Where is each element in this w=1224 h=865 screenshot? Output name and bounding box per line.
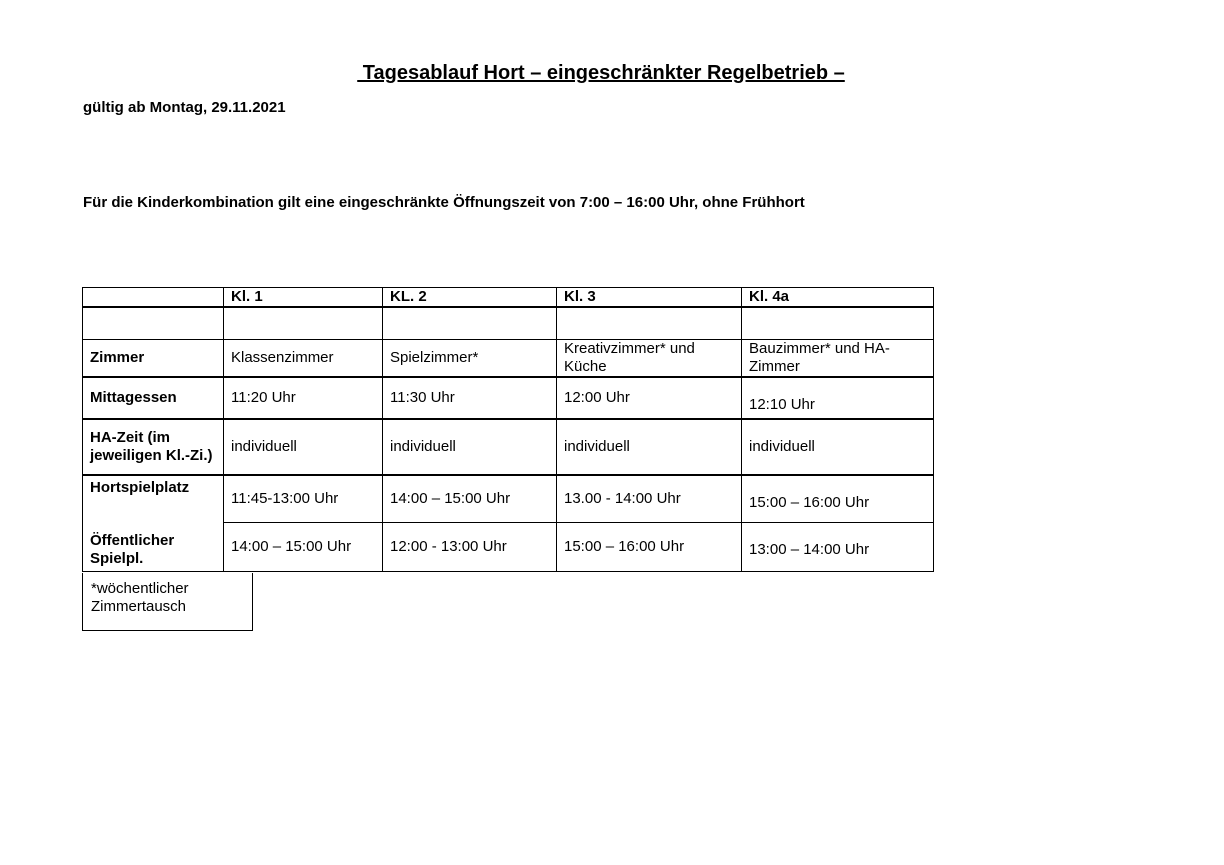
row-label-hortspielplatz: Hortspielplatz: [83, 475, 224, 523]
schedule-table: [82, 287, 934, 572]
header-cell-kl1: Kl. 1: [224, 288, 383, 308]
table-cell: individuell: [557, 419, 742, 475]
table-row-hortspielplatz: [83, 475, 934, 523]
empty-cell: [383, 307, 557, 339]
row-label-oeffentlicher-spielplatz: Öffentlicher Spielpl.: [83, 523, 224, 572]
table-cell: 14:00 – 15:00 Uhr: [383, 475, 557, 523]
document-title: Tagesablauf Hort – eingeschränkter Regelbetrieb –: [357, 62, 845, 84]
empty-cell: [742, 307, 934, 339]
header-cell-kl4a: Kl. 4a: [742, 288, 934, 308]
table-header-row: [83, 288, 934, 308]
table-cell: individuell: [742, 419, 934, 475]
header-cell-kl3: Kl. 3: [557, 288, 742, 308]
table-row-oeffentlicher-spielplatz: [83, 523, 934, 572]
empty-cell: [83, 307, 224, 339]
table-cell: 12:00 - 13:00 Uhr: [383, 523, 557, 572]
row-label-mittagessen: Mittagessen: [83, 377, 224, 419]
table-cell: 15:00 – 16:00 Uhr: [557, 523, 742, 572]
table-cell: 11:45-13:00 Uhr: [224, 475, 383, 523]
table-cell: Spielzimmer*: [383, 339, 557, 377]
valid-from-text: gültig ab Montag, 29.11.2021: [83, 99, 286, 116]
table-cell: Bauzimmer* und HA-Zimmer: [742, 339, 934, 377]
table-cell: 12:00 Uhr: [557, 377, 742, 419]
footnote-box: *wöchentlicher Zimmertausch: [82, 573, 253, 631]
header-cell-empty: [83, 288, 224, 308]
table-row-ha-zeit: [83, 419, 934, 475]
empty-cell: [557, 307, 742, 339]
table-cell: 12:10 Uhr: [742, 377, 934, 419]
table-row-mittagessen: [83, 377, 934, 419]
empty-cell: [224, 307, 383, 339]
table-cell: 11:30 Uhr: [383, 377, 557, 419]
table-cell: 14:00 – 15:00 Uhr: [224, 523, 383, 572]
table-cell: 11:20 Uhr: [224, 377, 383, 419]
table-row-empty: [83, 307, 934, 339]
row-label-ha-zeit: HA-Zeit (im jeweiligen Kl.-Zi.): [83, 419, 224, 475]
header-cell-kl2: KL. 2: [383, 288, 557, 308]
table-cell: Kreativzimmer* und Küche: [557, 339, 742, 377]
table-cell: 15:00 – 16:00 Uhr: [742, 475, 934, 523]
table-cell: individuell: [224, 419, 383, 475]
table-cell: individuell: [383, 419, 557, 475]
table-row-zimmer: [83, 339, 934, 377]
row-label-zimmer: Zimmer: [83, 339, 224, 377]
table-cell: 13.00 - 14:00 Uhr: [557, 475, 742, 523]
table-cell: Klassenzimmer: [224, 339, 383, 377]
table-cell: 13:00 – 14:00 Uhr: [742, 523, 934, 572]
opening-hours-note: Für die Kinderkombination gilt eine eingeschränkte Öffnungszeit von 7:00 – 16:00 Uhr, ohne Frühhort: [83, 194, 805, 211]
